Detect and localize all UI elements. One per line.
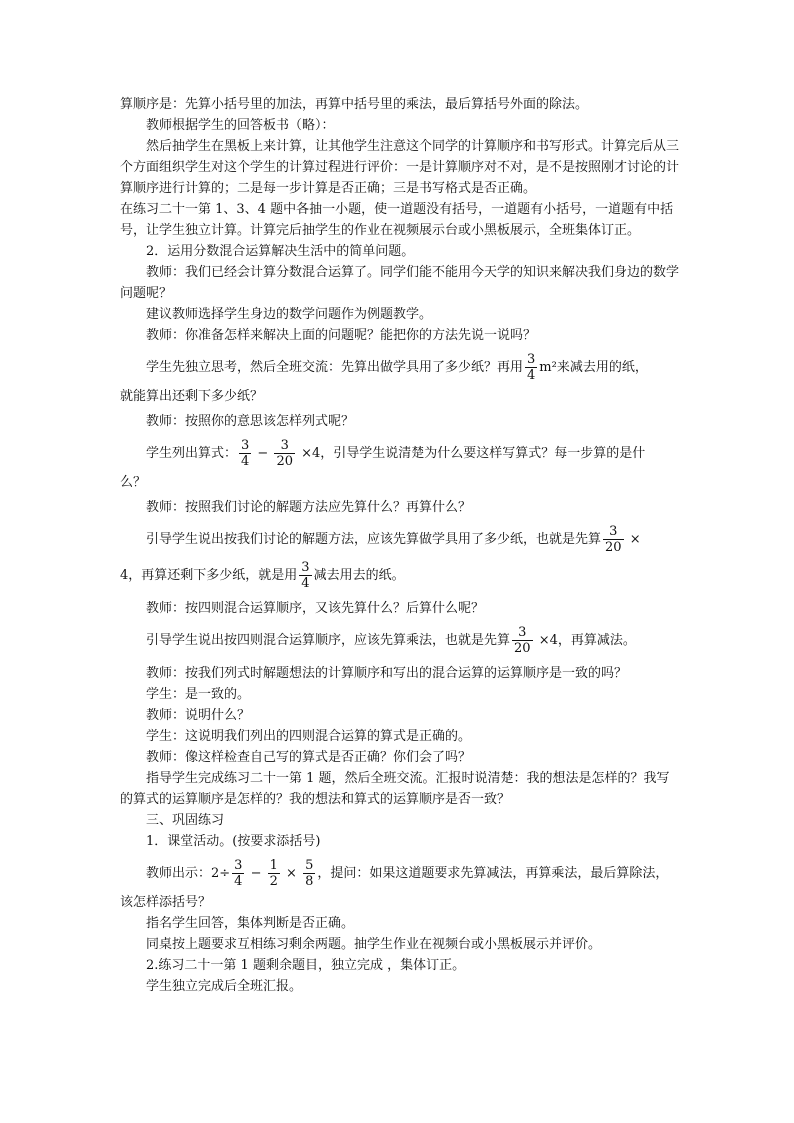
- text-run: ，提问：如果这道题要求先算减法，再算乘法，最后算除法，: [317, 866, 669, 881]
- fraction-three-twentieths: [274, 438, 295, 469]
- text-run: 4，再算还剩下多少纸，就是用: [120, 568, 298, 583]
- fraction-three-quarters: [239, 438, 251, 469]
- fraction-numerator: 3: [603, 524, 624, 540]
- text-run: ×4，引导学生说清楚为什么要这样写算式？每一步算的是什: [297, 446, 646, 461]
- fraction-three-quarters: [232, 858, 244, 889]
- paragraph-8: 教师：你准备怎样来解决上面的问题呢？能把你的方法先说一说吗？: [146, 328, 537, 343]
- paragraph-21: 指导学生完成练习二十一第 1 题，然后全班交流。汇报时说清楚：我的想法是怎样的？我写的算式的运算顺序是怎样的？我的想法和算式的运算顺序是否一致？: [120, 771, 670, 807]
- fraction-one-half: [268, 858, 280, 889]
- paragraph-25: 指名学生回答，集体判断是否正确。: [146, 916, 355, 931]
- times-sign: ×: [281, 866, 302, 881]
- paragraph-2: 教师根据学生的回答板书（略）：: [146, 118, 335, 133]
- paragraph-16: 教师：按我们列式时解题想法的计算顺序和写出的混合运算的运算顺序是一致的吗？: [146, 666, 628, 681]
- times-sign: ×: [625, 532, 641, 547]
- text-run: 学生先独立思考，然后全班交流：先算出做学具用了多少纸？再用: [146, 360, 524, 375]
- paragraph-12: 教师：按照我们讨论的解题方法应先算什么？再算什么？: [146, 500, 472, 515]
- fraction-numerator: 3: [234, 858, 243, 873]
- paragraph-26: 同桌按上题要求互相练习剩余两题。抽学生作业在视频台或小黑板展示并评价。: [146, 937, 602, 952]
- paragraph-15: [120, 623, 680, 659]
- text-run: ×4，再算减法。: [534, 633, 636, 648]
- text-run: 引导学生说出按四则混合运算顺序，应该先算乘法，也就是先算: [146, 633, 511, 648]
- paragraph-3: 然后抽学生在黑板上来计算，让其他学生注意这个同学的计算顺序和书写形式。计算完后从三个方面组织学生对这个学生的计算过程进行评价：一是计算顺序对不对，是不是按照刚才讨论的计算顺序进行计算的；二是每一步计算是否正确；三是书写格式是否正确。: [120, 139, 680, 196]
- paragraph-28: 学生独立完成后全班汇报。: [146, 979, 303, 994]
- text-run: 教师出示：2÷: [146, 866, 231, 881]
- fraction-denominator: 20: [605, 540, 622, 555]
- text-run: m²来减去用的纸，: [539, 360, 648, 375]
- text-run: 减去用去的纸。: [313, 568, 405, 583]
- paragraph-7: 建议教师选择学生身边的数学问题作为例题教学。: [146, 307, 433, 322]
- fraction-denominator: 2: [269, 874, 278, 889]
- paragraph-17: 学生：是一致的。: [146, 687, 251, 702]
- fraction-three-quarters: [525, 352, 537, 383]
- fraction-denominator: 4: [234, 874, 243, 889]
- paragraph-1: 算顺序是：先算小括号里的加法，再算中括号里的乘法，最后算括号外面的除法。: [120, 97, 589, 112]
- paragraph-10: 教师：按照你的意思该怎样列式呢？: [146, 414, 355, 429]
- fraction-numerator: 5: [305, 858, 314, 873]
- fraction-denominator: 8: [305, 874, 314, 889]
- fraction-numerator: 1: [269, 858, 278, 873]
- paragraph-9: [120, 350, 680, 386]
- document-page: [120, 94, 680, 997]
- paragraph-6: 教师：我们已经会计算分数混合运算了。同学们能不能用今天学的知识来解决我们身边的数学问题呢？: [120, 265, 680, 301]
- fraction-three-quarters: [299, 560, 311, 591]
- paragraph-11: [120, 436, 680, 472]
- paragraph-13-cont: [120, 558, 680, 594]
- fraction-denominator: 4: [301, 576, 310, 591]
- paragraph-13: [120, 522, 680, 558]
- fraction-three-twentieths: [603, 524, 624, 555]
- fraction-denominator: 4: [241, 454, 250, 469]
- paragraph-24-cont: 该怎样添括号？: [120, 895, 212, 910]
- fraction-numerator: 3: [241, 438, 250, 453]
- paragraph-14: 教师：按四则混合运算顺序，又该先算什么？后算什么呢？: [146, 601, 485, 616]
- fraction-denominator: 20: [514, 641, 531, 656]
- fraction-numerator: 3: [274, 438, 295, 454]
- paragraph-24: [120, 856, 680, 892]
- fraction-numerator: 3: [512, 625, 533, 641]
- fraction-denominator: 4: [527, 368, 536, 383]
- section-heading-3: 三、巩固练习: [146, 813, 225, 828]
- section-heading-2: 2．运用分数混合运算解决生活中的简单问题。: [146, 244, 415, 259]
- fraction-denominator: 20: [276, 454, 294, 469]
- fraction-three-twentieths: [512, 625, 533, 656]
- paragraph-23: 1．课堂活动。(按要求添括号): [146, 834, 321, 849]
- minus-sign: −: [246, 866, 266, 881]
- paragraph-19: 学生：这说明我们列出的四则混合运算的算式是正确的。: [146, 729, 472, 744]
- text-run: 引导学生说出按我们讨论的解题方法，应该先算做学具用了多少纸，也就是先算: [146, 532, 602, 547]
- fraction-numerator: 3: [527, 352, 536, 367]
- fraction-numerator: 3: [301, 560, 310, 575]
- paragraph-9-cont: 就能算出还剩下多少纸？: [120, 389, 264, 404]
- paragraph-27: 2.练习二十一第 1 题剩余题目，独立完成 ，集体订正。: [146, 958, 466, 973]
- text-run: 学生列出算式：: [146, 446, 238, 461]
- paragraph-11-cont: 么？: [120, 475, 147, 490]
- fraction-five-eighths: [303, 858, 315, 889]
- minus-sign: −: [253, 446, 273, 461]
- paragraph-4: 在练习二十一第 1、3、4 题中各抽一小题，使一道题没有括号，一道题有小括号，一道题有中括号，让学生独立计算。计算完后抽学生的作业在视频展示台或小黑板展示，全班集体订正。: [120, 202, 674, 238]
- paragraph-18: 教师：说明什么？: [146, 708, 251, 723]
- paragraph-20: 教师：像这样检查自己写的算式是否正确？你们会了吗？: [146, 750, 472, 765]
